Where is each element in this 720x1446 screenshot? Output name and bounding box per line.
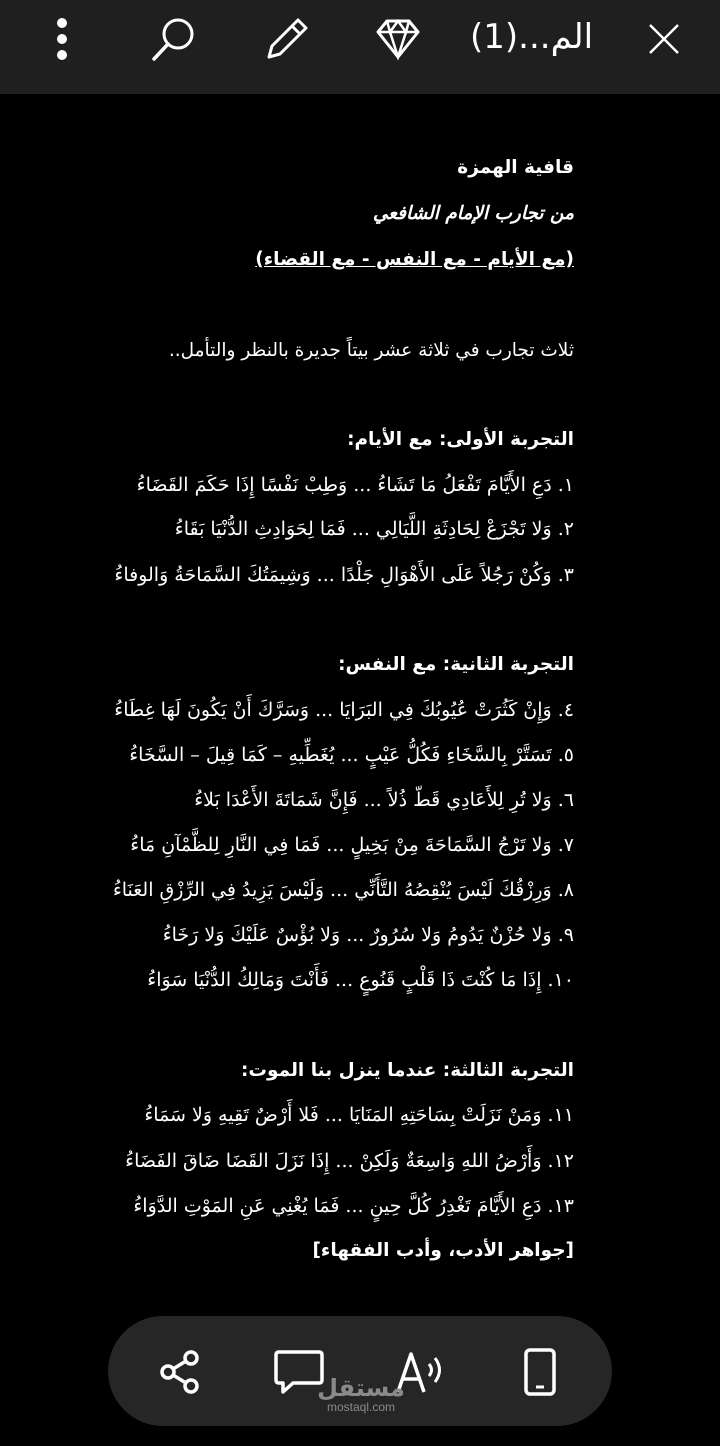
diamond-icon [375,18,421,60]
intro-paragraph: ثلاث تجارب في ثلاثة عشر بيتاً جديرة بالنظر والتأمل.. [168,340,574,361]
more-options-button[interactable] [40,14,84,64]
close-icon [647,22,681,56]
mobile-view-button[interactable] [512,1344,568,1400]
verse-line: ٢. وَلا تَجْزَعْ لِحَادِثَةِ اللَّيَالِي ... فَمَا لِحَوَادِثِ الدُّنْيَا بَقَاءُ [174,518,574,540]
document-heading: قافية الهمزة [457,157,574,178]
verse-line: ٤. وَإِنْ كَثُرَتْ عُيُوبُكَ فِي البَرَايَا ... وَسَرَّكَ أَنْ يَكُونَ لَهَا غِطَاءُ [114,699,574,721]
verse-line: ١. دَعِ الأَيَّامَ تَفْعَلُ مَا تَشَاءُ ... وَطِبْ نَفْسًا إِذَا حَكَمَ القَضَاءُ [136,474,574,496]
source-citation: [جواهر الأدب، وأدب الفقهاء] [312,1240,574,1261]
section-title: التجربة الثانية: مع النفس: [338,654,574,675]
verse-line: ٦. وَلا تُرِ لِلأَعَادِي قَطّ ذُلاً ... فَإِنَّ شَمَاتَةَ الأَعْدَا بَلاءُ [194,789,574,811]
premium-button[interactable] [374,14,422,64]
verse-line: ١٠. إِذَا مَا كُنْتَ ذَا قَلْبٍ قَنُوعٍ ... فَأَنْتَ وَمَالِكُ الدُّنْيَا سَوَاءُ [147,969,574,991]
verse-line: ٩. وَلا حُزْنٌ يَدُومُ وَلا سُرُورٌ ... وَلا بُؤْسٌ عَلَيْكَ وَلا رَخَاءُ [162,924,574,946]
search-button[interactable] [148,14,200,64]
document-topics: (مع الأيام - مع النفس - مع القضاء) [255,249,574,270]
section-title: التجربة الثالثة: عندما ينزل بنا الموت: [240,1060,574,1081]
search-icon [149,14,199,64]
document-subheading: من تجارب الإمام الشافعي [372,203,574,224]
watermark-arabic: مستقل [317,1374,405,1402]
verse-line: ١٢. وَأَرْضُ اللهِ وَاسِعَةٌ وَلَكِنْ ... إِذَا نَزَلَ القَضَا ضَاقَ الفَضَاءُ [125,1150,574,1172]
watermark-logo [316,1376,406,1414]
phone-view-icon [522,1347,558,1397]
verse-line: ٣. وَكُنْ رَجُلاً عَلَى الأَهْوَالِ جَلْدًا ... وَشِيمَتُكَ السَّمَاحَةُ وَالوفاءُ [114,564,574,586]
verse-line: ١١. وَمَنْ نَزَلَتْ بِسَاحَتِهِ المَنَايَا ... فَلا أَرْضٌ تَقِيهِ وَلا سَمَاءُ [144,1104,574,1126]
verse-line: ٥. تَسَتَّرْ بِالسَّخَاءِ فَكُلُّ عَيْبٍ ... يُغَطِّيهِ – كَمَا قِيلَ – السَّخَاءُ [129,744,574,766]
edit-button[interactable] [262,14,312,64]
more-vert-icon [55,16,69,62]
document-title: الم...(1) [470,17,594,57]
verse-line: ٨. وَرِزْقُكَ لَيْسَ يُنْقِصُهُ التَّأَنِّي ... وَلَيْسَ يَزِيدُ فِي الرِّزْقِ العَنَاءُ [112,879,574,901]
close-button[interactable] [640,14,688,64]
verse-line: ١٣. دَعِ الأَيَّامَ تَغْدِرُ كُلَّ حِينٍ ... فَمَا يُغْنِي عَنِ المَوْتِ الدَّوَاءُ [133,1195,574,1217]
share-button[interactable] [152,1344,208,1400]
verse-line: ٧. وَلا تَرْجُ السَّمَاحَةَ مِنْ بَخِيلٍ ... فَمَا فِي النَّارِ لِلظَّمْآنِ مَاءُ [130,834,574,856]
watermark-latin: mostaql.com [326,1400,396,1414]
pencil-icon [263,15,311,63]
top-toolbar [0,0,720,94]
share-icon [157,1349,203,1395]
section-title: التجربة الأولى: مع الأيام: [347,429,574,450]
